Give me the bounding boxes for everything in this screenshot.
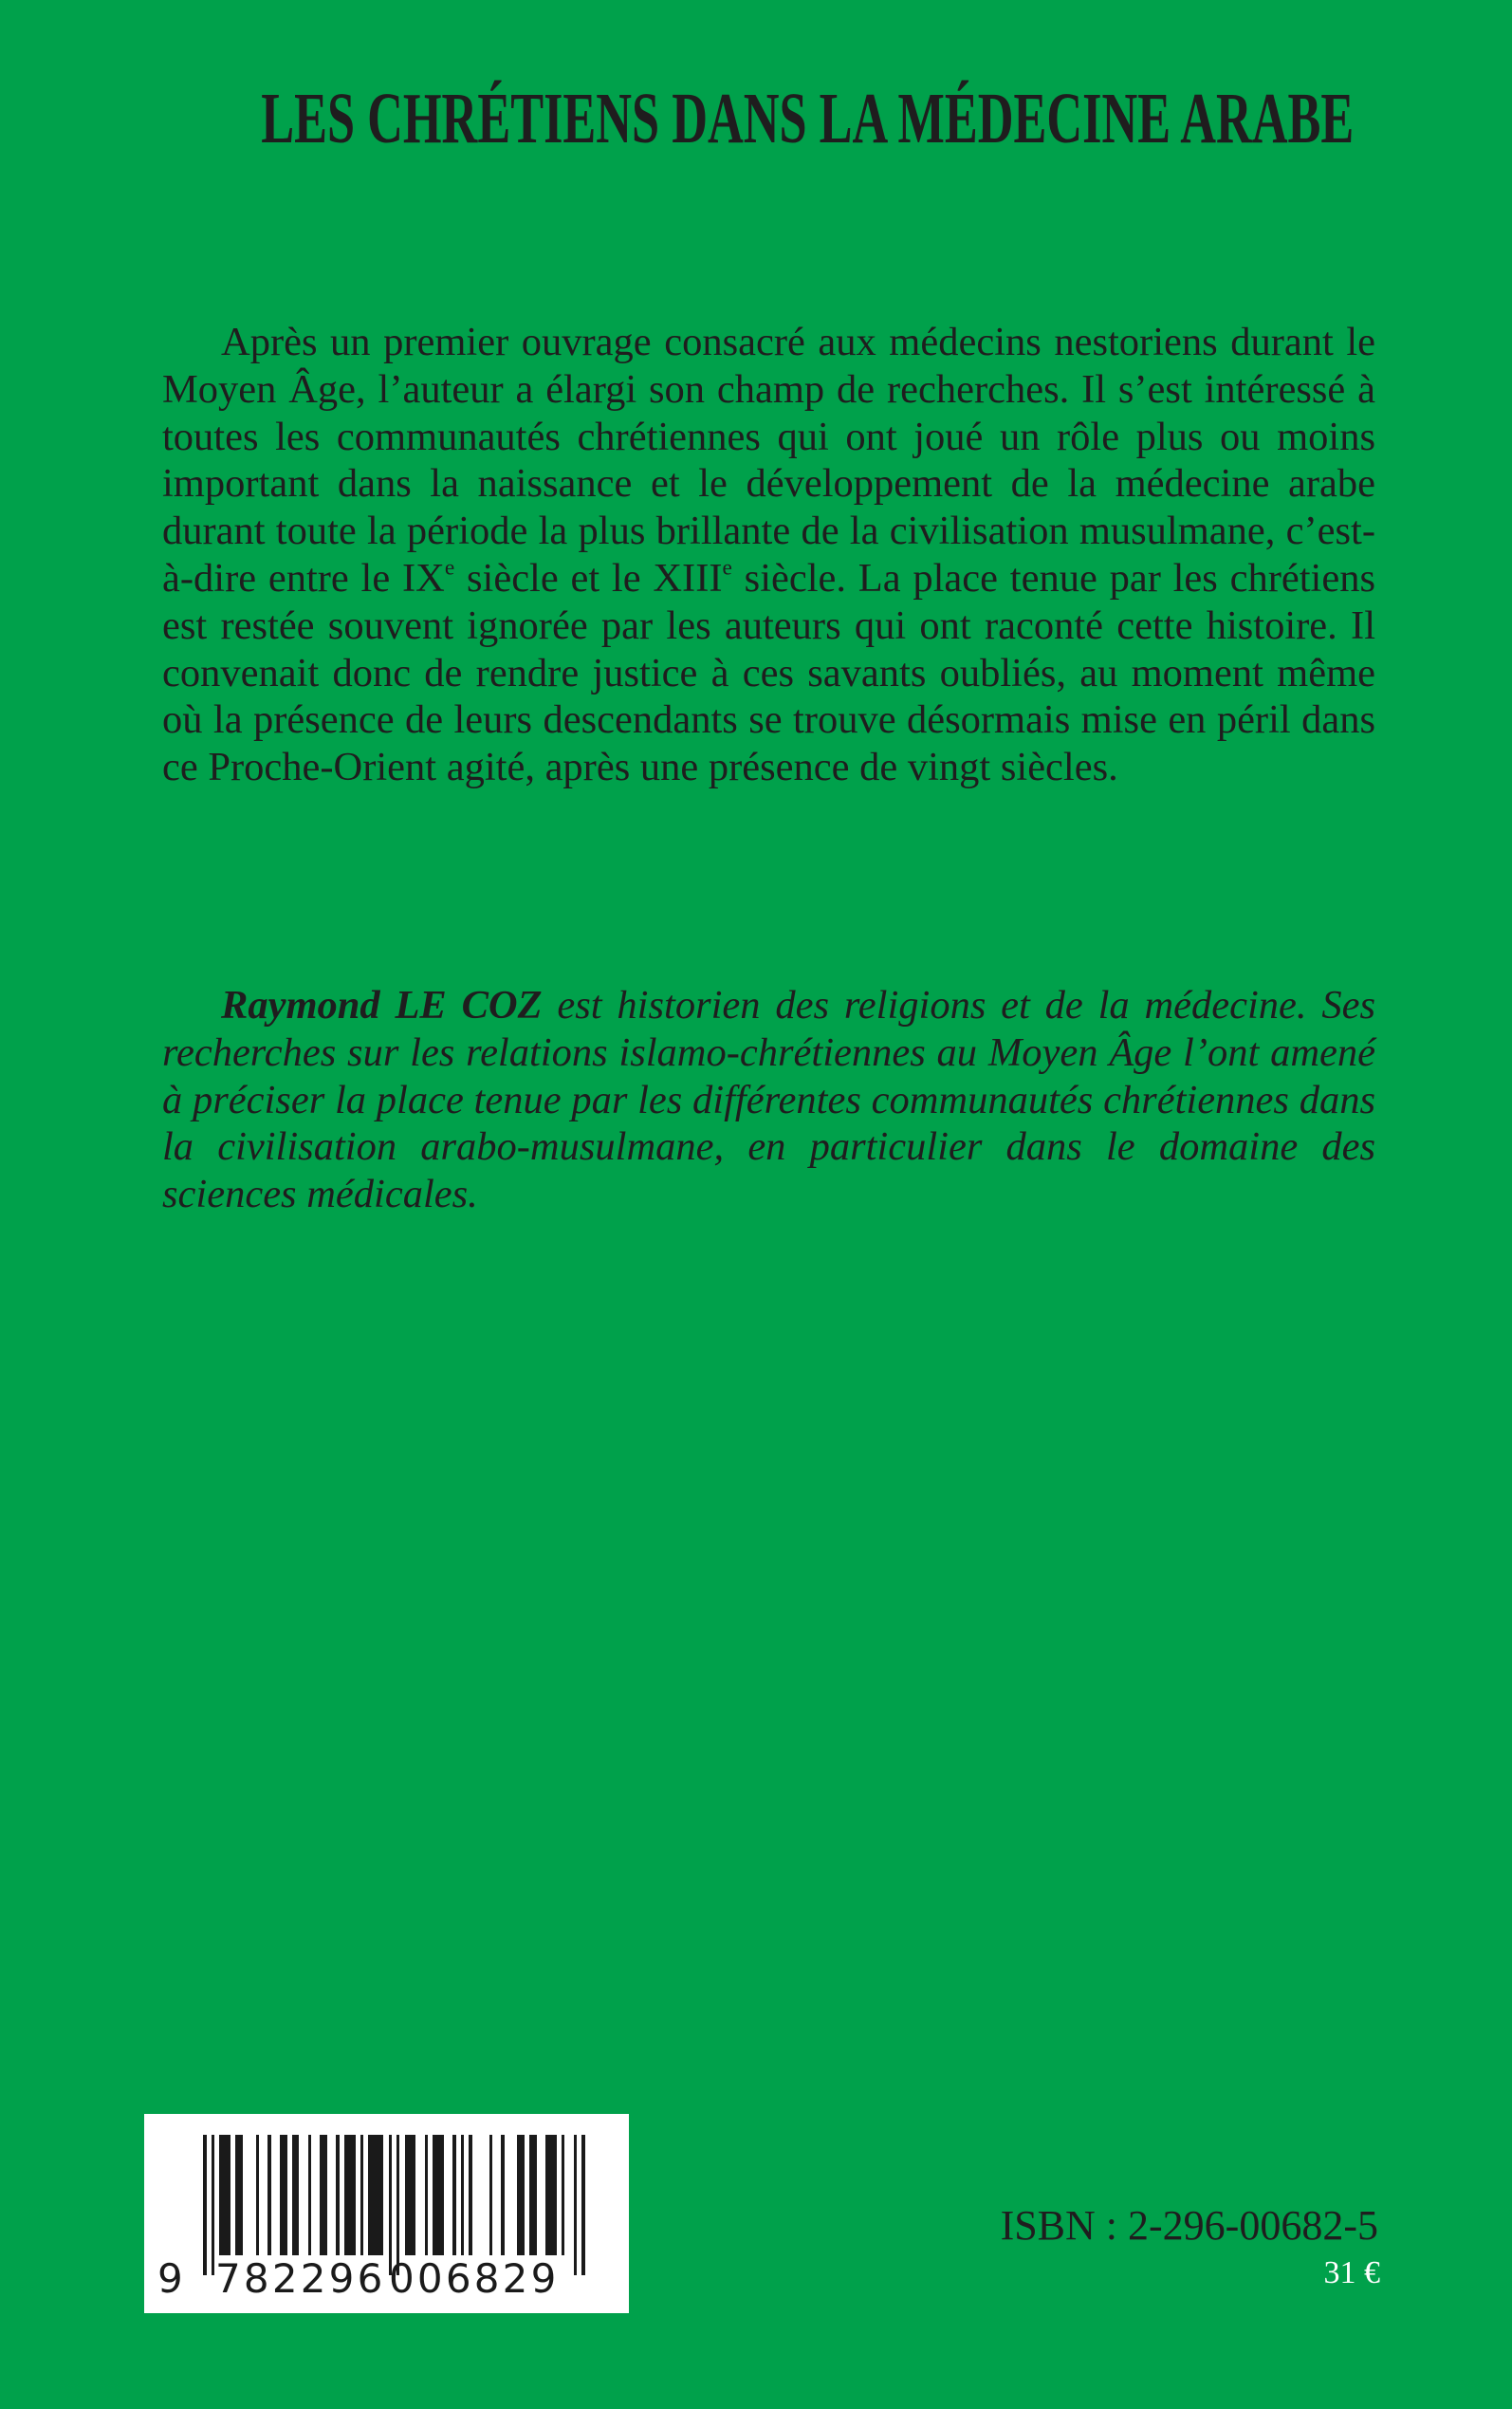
barcode-digits [144, 2255, 629, 2302]
author-name: Raymond LE COZ [221, 983, 543, 1028]
barcode-first-digit: 9 [157, 2255, 183, 2302]
barcode-bar [461, 2135, 464, 2255]
barcode-bar [267, 2135, 270, 2255]
barcode-bar [405, 2135, 416, 2255]
book-title: LES CHRÉTIENS DANS LA MÉDECINE ARABE [261, 79, 1355, 158]
barcode-guard-bar [396, 2135, 399, 2275]
barcode-guard-bar [574, 2135, 577, 2275]
barcode-bars [203, 2135, 585, 2275]
ordinal-superscript: e [722, 555, 732, 581]
barcode-left-group: 782296 [215, 2255, 386, 2302]
barcode-bar [320, 2135, 327, 2255]
barcode-guard-bar [389, 2135, 392, 2275]
isbn-label: ISBN : 2-296-00682-5 [1000, 2202, 1378, 2249]
ordinal-superscript: e [444, 555, 455, 581]
barcode [144, 2114, 629, 2313]
barcode-bar [344, 2135, 356, 2255]
barcode-bar [529, 2135, 537, 2255]
title-area [0, 76, 1512, 161]
price-label: 31 € [1323, 2255, 1380, 2290]
barcode-bar [256, 2135, 259, 2255]
barcode-bar [368, 2135, 383, 2255]
barcode-bar [452, 2135, 455, 2255]
barcode-guard-bar [212, 2135, 214, 2275]
barcode-bar [235, 2135, 243, 2255]
barcode-guard-bar [203, 2135, 206, 2275]
barcode-bar [517, 2135, 525, 2255]
barcode-bar [219, 2135, 230, 2255]
barcode-bar [360, 2135, 363, 2255]
barcode-right-group: 006829 [389, 2255, 560, 2302]
description-text-1: Après un premier ouvrage consacré aux médecins nestoriens durant le Moyen Âge, l’auteur a élargi son champ de recherches. Il s’est intéressé à toutes les communautés chrétiennes qui ont joué un rôle plus ou moins important dans la naissance et le développement de la médecine arabe durant toute la période la plus brillante de la civilisation musulmane, c’est-à-dire entre le IX [162, 320, 1375, 601]
description-text-3: siècle. La place tenue par les chrétiens est restée souvent ignorée par les auteurs qui ont raconté cette histoire. Il convenait donc de rendre justice à ces savants oubliés, au moment même où la présence de leurs descendants se trouve désormais mise en péril dans ce Proche-Orient agité, après une présence de vingt siècles. [162, 555, 1375, 790]
barcode-bar [489, 2135, 492, 2255]
barcode-bar [292, 2135, 300, 2255]
barcode-bar [545, 2135, 557, 2255]
author-bio-text: est historien des religions et de la médecine. Ses recherches sur les relations islamo-chrétiennes au Moyen Âge l’ont amené à préciser la place tenue par les différentes communautés chrétiennes dans la civilisation arabo-musulmane, en particulier dans le domaine des sciences médicales. [162, 983, 1375, 1217]
book-description [162, 319, 1375, 791]
author-bio [162, 982, 1375, 1218]
barcode-bar [501, 2135, 504, 2255]
barcode-bar [433, 2135, 444, 2255]
barcode-bar [308, 2135, 311, 2255]
barcode-bar [425, 2135, 428, 2255]
description-text-2: siècle et le XIII [454, 555, 723, 601]
barcode-bar [469, 2135, 471, 2255]
barcode-bar [562, 2135, 564, 2255]
barcode-bar [280, 2135, 287, 2255]
barcode-guard-bar [581, 2135, 584, 2275]
barcode-bar [336, 2135, 339, 2255]
